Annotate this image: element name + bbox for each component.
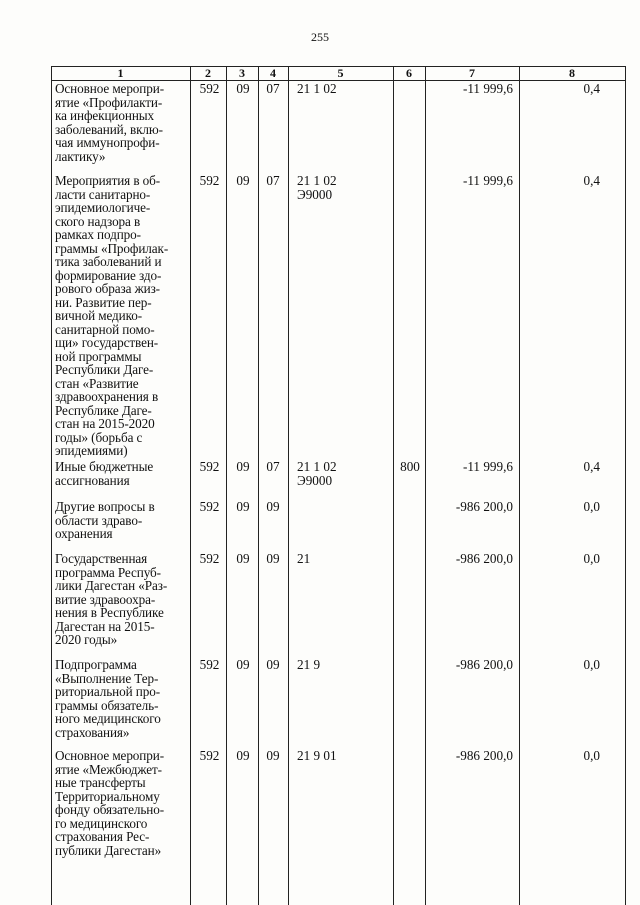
- column-header-8: 8: [569, 66, 575, 80]
- column-header-3: 3: [239, 66, 245, 80]
- cell-col-5: 21 1 02: [297, 81, 337, 96]
- column-divider: [288, 66, 289, 905]
- cell-col-8: 0,4: [583, 173, 600, 188]
- column-divider: [258, 66, 259, 905]
- cell-col-4: 07: [266, 459, 280, 474]
- cell-col-3: 09: [236, 173, 250, 188]
- cell-col-8: 0,4: [583, 459, 600, 474]
- cell-col-5: 21 9: [297, 657, 321, 672]
- row-name: Иные бюджетные ассигнования: [55, 459, 154, 488]
- row-name: Подпрограмма «Выполнение Тер- риториальной про- граммы обязатель- ного медицинского страхования»: [55, 657, 161, 740]
- cell-col-4: 07: [266, 81, 280, 96]
- cell-col-8: 0,4: [583, 81, 600, 96]
- cell-col-4: 09: [266, 499, 280, 514]
- cell-col-2: 592: [199, 173, 220, 188]
- cell-col-3: 09: [236, 81, 250, 96]
- cell-col-7: -11 999,6: [462, 81, 513, 96]
- cell-col-3: 09: [236, 551, 250, 566]
- cell-col-7: -986 200,0: [455, 657, 513, 672]
- column-header-6: 6: [406, 66, 412, 80]
- column-header-4: 4: [270, 66, 276, 80]
- cell-col-5: 21 1 02 Э9000: [297, 173, 337, 202]
- cell-col-5: 21 9 01: [297, 748, 337, 763]
- cell-col-4: 07: [266, 173, 280, 188]
- cell-col-8: 0,0: [583, 551, 600, 566]
- column-divider: [226, 66, 227, 905]
- row-name: Мероприятия в об- ласти санитарно- эпидемиологиче- ского надзора в рамках подпро- граммы «Профилак- тика заболеваний и формирование здо- рового образа жиз- ни. Развитие пер- вичной медико- санитарной помо- щи» государствен- ной программы Республики Даге- стан «Развитие здравоохранения в Республике Даге- стан на 2015-2020 годы» (борьба с эпидемиями): [55, 173, 169, 458]
- column-header-5: 5: [337, 66, 344, 80]
- column-divider: [393, 66, 394, 905]
- cell-col-7: -11 999,6: [462, 173, 513, 188]
- row-name: Государственная программа Респуб- лики Дагестан «Раз- витие здравоохра- нения в Республике Дагестан на 2015- 2020 годы»: [55, 551, 168, 647]
- cell-col-3: 09: [236, 499, 250, 514]
- column-divider: [51, 66, 52, 905]
- table-header-row: [51, 66, 626, 80]
- column-divider: [425, 66, 426, 905]
- page-number: 255: [311, 30, 329, 44]
- cell-col-2: 592: [199, 459, 220, 474]
- cell-col-2: 592: [199, 81, 220, 96]
- cell-col-5: 21: [297, 551, 311, 566]
- row-name: Основное меропри- ятие «Профилакти- ка инфекционных заболеваний, вклю- чая иммунопрофи- лактику»: [55, 81, 165, 164]
- cell-col-7: -986 200,0: [455, 551, 513, 566]
- column-divider: [625, 66, 626, 905]
- cell-col-3: 09: [236, 459, 250, 474]
- cell-col-3: 09: [236, 657, 250, 672]
- cell-col-3: 09: [236, 748, 250, 763]
- cell-col-2: 592: [199, 499, 220, 514]
- cell-col-7: -986 200,0: [455, 748, 513, 763]
- cell-col-8: 0,0: [583, 499, 600, 514]
- cell-col-7: -11 999,6: [462, 459, 513, 474]
- column-header-1: 1: [117, 66, 124, 80]
- cell-col-8: 0,0: [583, 657, 600, 672]
- cell-col-2: 592: [199, 748, 220, 763]
- cell-col-4: 09: [266, 748, 280, 763]
- cell-col-8: 0,0: [583, 748, 600, 763]
- column-divider: [519, 66, 520, 905]
- row-name: Основное меропри- ятие «Межбюджет- ные трансферты Территориальному фонду обязательно- го медицинского страхования Рес- публики Дагестан»: [55, 748, 165, 858]
- cell-col-5: 21 1 02 Э9000: [297, 459, 337, 488]
- cell-col-2: 592: [199, 551, 220, 566]
- column-header-2: 2: [205, 66, 211, 80]
- cell-col-2: 592: [199, 657, 220, 672]
- column-divider: [190, 66, 191, 905]
- row-name: Другие вопросы в области здраво- охранения: [55, 499, 155, 541]
- cell-col-6: 800: [400, 459, 420, 474]
- cell-col-4: 09: [266, 657, 280, 672]
- column-header-7: 7: [469, 66, 475, 80]
- cell-col-4: 09: [266, 551, 280, 566]
- budget-table: [51, 66, 626, 905]
- cell-col-7: -986 200,0: [455, 499, 513, 514]
